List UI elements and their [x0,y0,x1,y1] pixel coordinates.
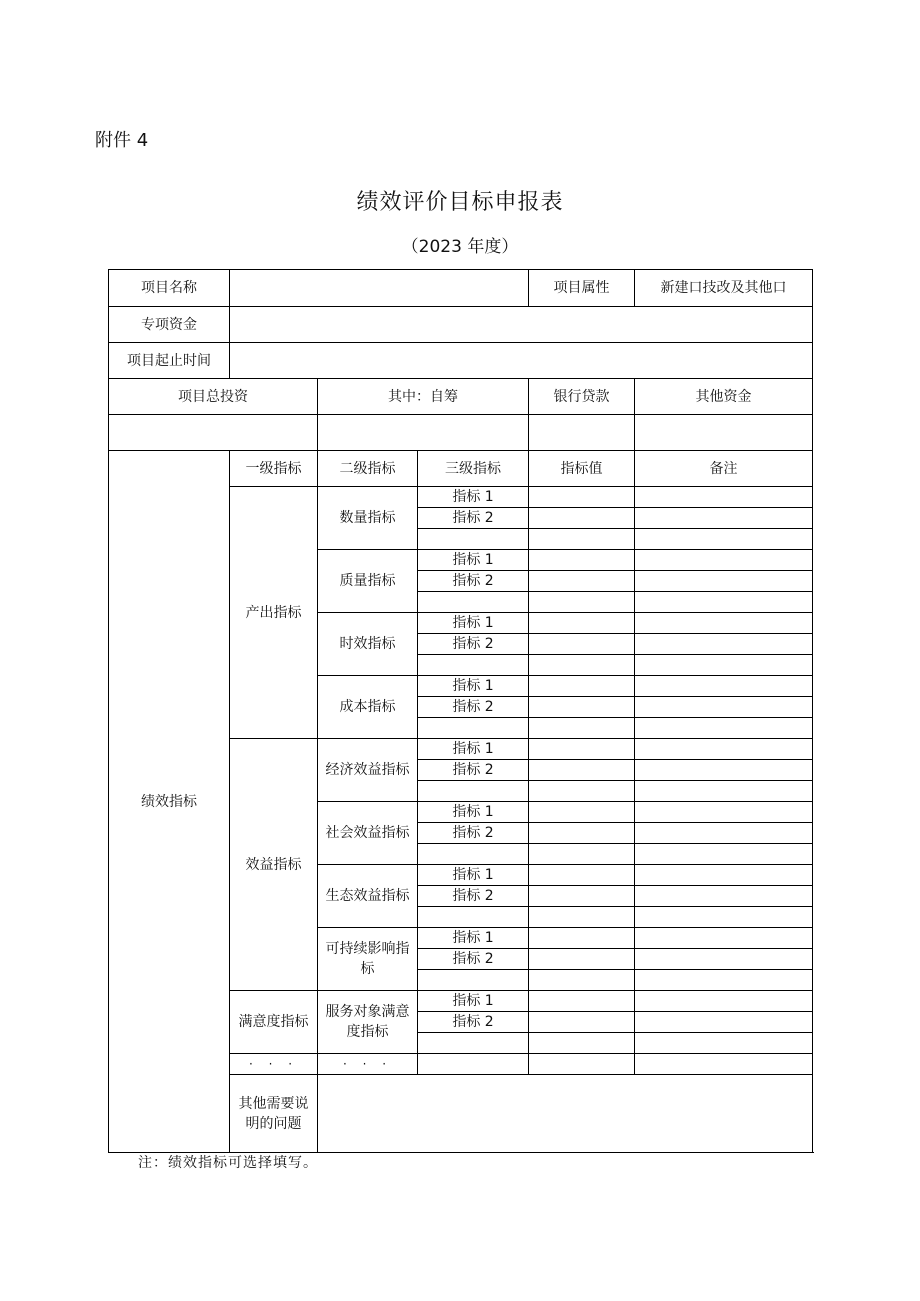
remark-cell[interactable] [635,907,813,928]
level3-indicator-cell[interactable]: 指标 2 [418,508,529,529]
level3-indicator-cell[interactable]: 指标 1 [418,487,529,508]
project-name-label: 项目名称 [109,270,230,307]
total-investment-label: 项目总投资 [109,379,318,415]
project-attr-label: 项目属性 [529,270,635,307]
remark-cell[interactable] [635,739,813,760]
remark-cell[interactable] [635,718,813,739]
page-title: 绩效评价目标申报表 [356,190,564,215]
level3-indicator-cell[interactable] [418,529,529,550]
level3-indicator-cell[interactable]: 指标 1 [418,550,529,571]
remark-cell[interactable] [635,949,813,970]
level3-indicator-cell[interactable]: 指标 1 [418,613,529,634]
indicator-value-cell[interactable] [529,823,635,844]
remark-cell[interactable] [635,991,813,1012]
indicator-value-cell[interactable] [529,508,635,529]
remark-cell[interactable] [635,1033,813,1054]
other-funds-field[interactable] [635,415,813,451]
remark-cell[interactable] [635,676,813,697]
indicator-value-cell[interactable] [529,1033,635,1054]
level3-indicator-cell[interactable] [418,592,529,613]
level3-indicator-cell[interactable]: 指标 1 [418,991,529,1012]
indicator-value-cell[interactable] [529,613,635,634]
performance-form-table [108,269,813,1153]
indicator-value-cell[interactable] [529,802,635,823]
level3-indicator-cell[interactable]: 指标 2 [418,886,529,907]
remark-cell[interactable] [635,970,813,991]
indicator-value-cell[interactable] [529,1054,635,1075]
indicator-value-cell[interactable] [529,718,635,739]
level2-indicator: 质量指标 [318,550,418,613]
level3-indicator-cell[interactable]: 指标 1 [418,802,529,823]
year-subtitle: （2023 年度） [401,237,519,257]
level2-indicator: 数量指标 [318,487,418,550]
special-funds-label: 专项资金 [109,307,230,343]
project-attr-options[interactable]: 新建口技改及其他口 [635,270,813,307]
project-name-field[interactable] [230,270,529,307]
remark-cell[interactable] [635,865,813,886]
remark-cell[interactable] [635,508,813,529]
level2-indicator: 社会效益指标 [318,802,418,865]
indicator-value-cell[interactable] [529,697,635,718]
project-period-label: 项目起止时间 [109,343,230,379]
self-raised-field[interactable] [318,415,529,451]
header-level1: 一级指标 [230,451,318,487]
indicator-value-cell[interactable] [529,529,635,550]
level3-indicator-cell[interactable]: 指标 2 [418,571,529,592]
level3-indicator-cell[interactable]: 指标 2 [418,634,529,655]
remark-cell[interactable] [635,655,813,676]
remark-cell[interactable] [635,592,813,613]
bank-loan-label: 银行贷款 [529,379,635,415]
remark-cell[interactable] [635,487,813,508]
level3-indicator-cell[interactable]: 指标 1 [418,928,529,949]
indicator-value-cell[interactable] [529,844,635,865]
remark-cell[interactable] [635,613,813,634]
remark-cell[interactable] [635,886,813,907]
remark-cell[interactable] [635,1054,813,1075]
level3-indicator-cell[interactable] [418,907,529,928]
header-level2: 二级指标 [318,451,418,487]
header-level3: 三级指标 [418,451,529,487]
indicator-value-cell[interactable] [529,739,635,760]
remark-cell[interactable] [635,781,813,802]
level3-indicator-cell[interactable]: 指标 1 [418,865,529,886]
level3-indicator-cell[interactable]: 指标 2 [418,760,529,781]
level3-indicator-cell[interactable]: 指标 2 [418,697,529,718]
level2-indicator: 服务对象满意度指标 [318,991,418,1054]
indicator-value-cell[interactable] [529,634,635,655]
level2-indicator: 成本指标 [318,676,418,739]
indicator-value-cell[interactable] [529,991,635,1012]
remark-cell[interactable] [635,550,813,571]
level3-indicator-cell[interactable] [418,718,529,739]
level3-indicator-cell[interactable] [418,1033,529,1054]
header-value: 指标值 [529,451,635,487]
indicator-value-cell[interactable] [529,970,635,991]
indicator-value-cell[interactable] [529,1012,635,1033]
other-notes-field[interactable] [318,1075,813,1153]
indicator-value-cell[interactable] [529,676,635,697]
level1-indicator: 效益指标 [230,739,318,991]
level3-indicator-cell[interactable]: 指标 1 [418,739,529,760]
indicator-value-cell[interactable] [529,865,635,886]
level2-indicator: 可持续影响指标 [318,928,418,991]
remark-cell[interactable] [635,1012,813,1033]
indicator-value-cell[interactable] [529,949,635,970]
level3-indicator-cell[interactable] [418,844,529,865]
perf-indicator-label: 绩效指标 [109,451,230,1153]
level3-indicator-cell[interactable]: 指标 1 [418,676,529,697]
attachment-label: 附件 4 [95,130,149,151]
remark-cell[interactable] [635,760,813,781]
indicator-value-cell[interactable] [529,781,635,802]
level2-ellipsis: · · · [318,1054,418,1075]
bank-loan-field[interactable] [529,415,635,451]
other-funds-label: 其他资金 [635,379,813,415]
other-notes-label: 其他需要说明的问题 [230,1075,318,1153]
level1-indicator: 满意度指标 [230,991,318,1054]
remark-cell[interactable] [635,697,813,718]
level1-ellipsis: · · · [230,1054,318,1075]
indicator-value-cell[interactable] [529,907,635,928]
indicator-value-cell[interactable] [529,928,635,949]
level3-indicator-cell[interactable]: 指标 2 [418,949,529,970]
level2-indicator: 生态效益指标 [318,865,418,928]
level2-indicator: 经济效益指标 [318,739,418,802]
indicator-value-cell[interactable] [529,571,635,592]
remark-cell[interactable] [635,634,813,655]
level3-indicator-cell[interactable] [418,655,529,676]
total-investment-field[interactable] [109,415,318,451]
remark-cell[interactable] [635,802,813,823]
indicator-value-cell[interactable] [529,655,635,676]
indicator-value-cell[interactable] [529,550,635,571]
remark-cell[interactable] [635,529,813,550]
remark-cell[interactable] [635,844,813,865]
indicator-value-cell[interactable] [529,592,635,613]
footnote: 注：绩效指标可选择填写。 [138,1155,318,1171]
remark-cell[interactable] [635,571,813,592]
remark-cell[interactable] [635,928,813,949]
level3-indicator-cell[interactable] [418,781,529,802]
level2-indicator: 时效指标 [318,613,418,676]
level1-indicator: 产出指标 [230,487,318,739]
level3-indicator-cell[interactable] [418,970,529,991]
project-period-field[interactable] [230,343,813,379]
level3-indicator-cell[interactable]: 指标 2 [418,823,529,844]
header-remark: 备注 [635,451,813,487]
level3-indicator-cell[interactable] [418,1054,529,1075]
remark-cell[interactable] [635,823,813,844]
special-funds-field[interactable] [230,307,813,343]
level3-indicator-cell[interactable]: 指标 2 [418,1012,529,1033]
indicator-value-cell[interactable] [529,487,635,508]
self-raised-label: 其中：自筹 [318,379,529,415]
indicator-value-cell[interactable] [529,760,635,781]
indicator-value-cell[interactable] [529,886,635,907]
